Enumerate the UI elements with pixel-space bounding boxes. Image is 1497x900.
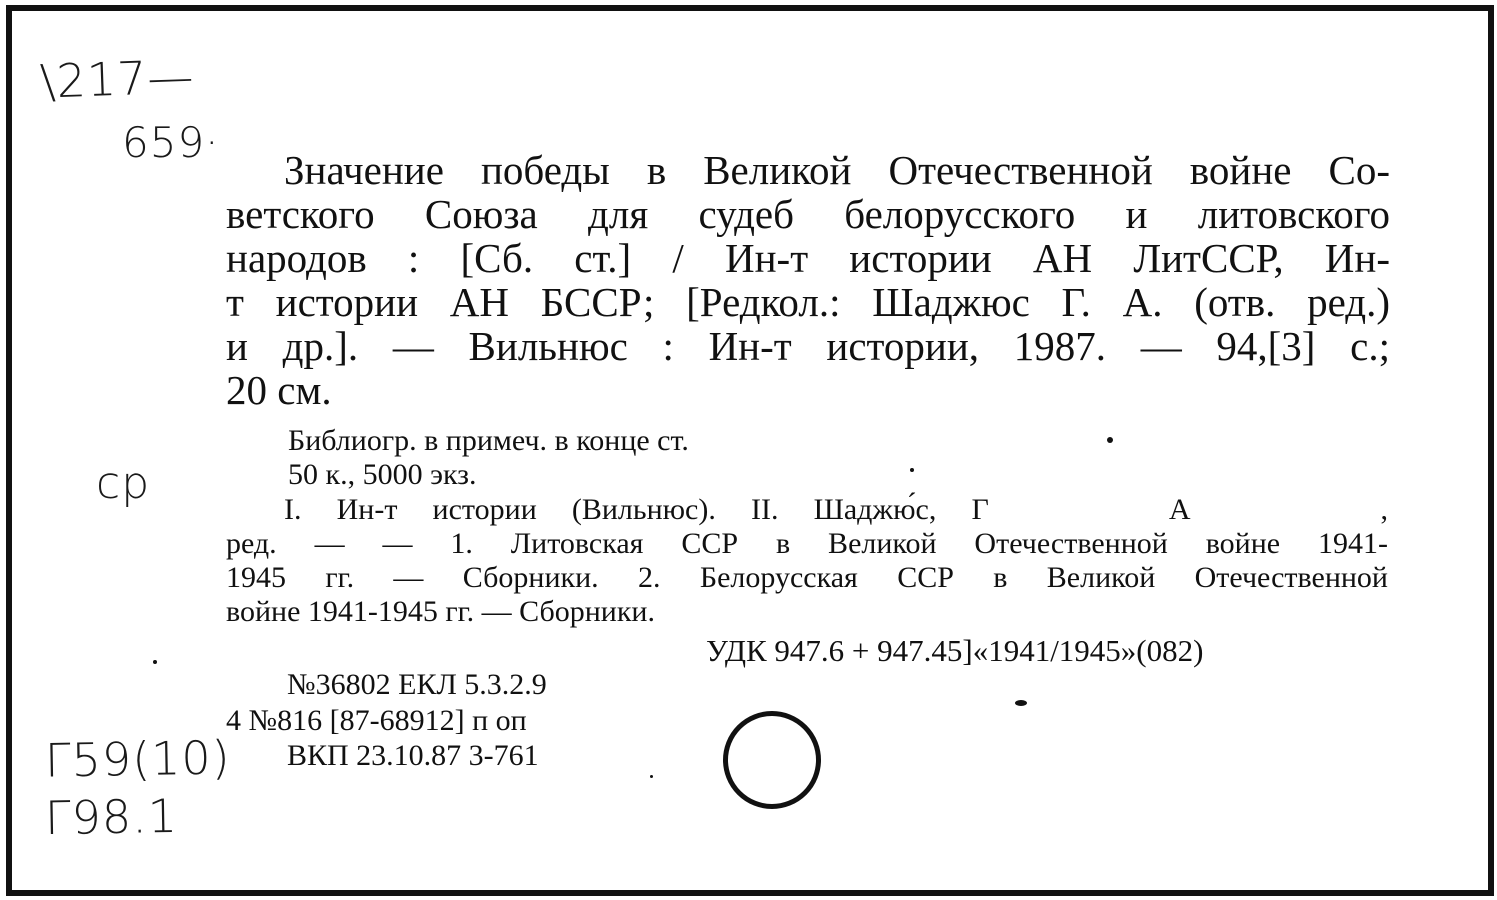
title-line: ветского Союза для судеб белорусского и литовского: [226, 191, 1390, 237]
ink-speck: [650, 775, 653, 778]
handwritten-shelf-number: \217—: [39, 49, 196, 109]
price-note: 50 к., 5000 экз.: [288, 458, 477, 491]
tracing-line: войне 1941-1945 гг. — Сборники.: [226, 595, 655, 628]
tracings-block: [226, 493, 1388, 629]
bibliography-note: Библиогр. в примеч. в конце ст.: [288, 424, 689, 457]
tracing-line: ред. — — 1. Литовская ССР в Великой Отечественной войне 1941-: [226, 527, 1388, 560]
notes-block: [288, 424, 689, 492]
handwritten-shelf-number-2: 659·: [122, 118, 220, 167]
catalog-number: №36802 ЕКЛ 5.3.2.9: [287, 668, 547, 701]
ink-speck: [153, 660, 157, 664]
tracing-part: I. Ин-т истории (Вильнюс). II. Шаджю́с, Г: [284, 493, 989, 526]
tracing-part: А: [1168, 493, 1191, 526]
title-line: т истории АН БССР; [Редкол.: Шаджюс Г. А. (отв. ред.): [226, 279, 1390, 325]
ink-speck: [1107, 437, 1113, 443]
title-line: и др.]. — Вильнюс : Ин-т истории, 1987. — 94,[3] с.;: [226, 323, 1390, 369]
handwritten-classification-1: Г59(10): [44, 730, 232, 788]
title-line: народов : [Сб. ст.] / Ин-т истории АН ЛитССР, Ин-: [226, 235, 1390, 281]
udk-classification: УДК 947.6 + 947.45]«1941/1945»(082): [706, 633, 1204, 668]
tracing-line: [226, 493, 1388, 527]
title-line: 20 см.: [226, 367, 332, 413]
tracing-line: 1945 гг. — Сборники. 2. Белорусская ССР в Великой Отечественной: [226, 561, 1388, 594]
ink-speck: [910, 468, 914, 472]
title-line: Значение победы в Великой Отечественной войне Со-: [284, 147, 1390, 193]
bibliographic-title: [226, 148, 1390, 412]
handwritten-side-mark: cp: [96, 458, 151, 509]
stamp-circle: [723, 711, 821, 809]
tracing-part: ,: [1380, 493, 1388, 526]
catalog-vkp: ВКП 23.10.87 3-761: [287, 739, 539, 772]
handwritten-classification-2: Г98.1: [44, 788, 179, 846]
ink-speck: [1015, 700, 1027, 706]
catalog-order: 4 №816 [87-68912] п оп: [226, 704, 527, 737]
